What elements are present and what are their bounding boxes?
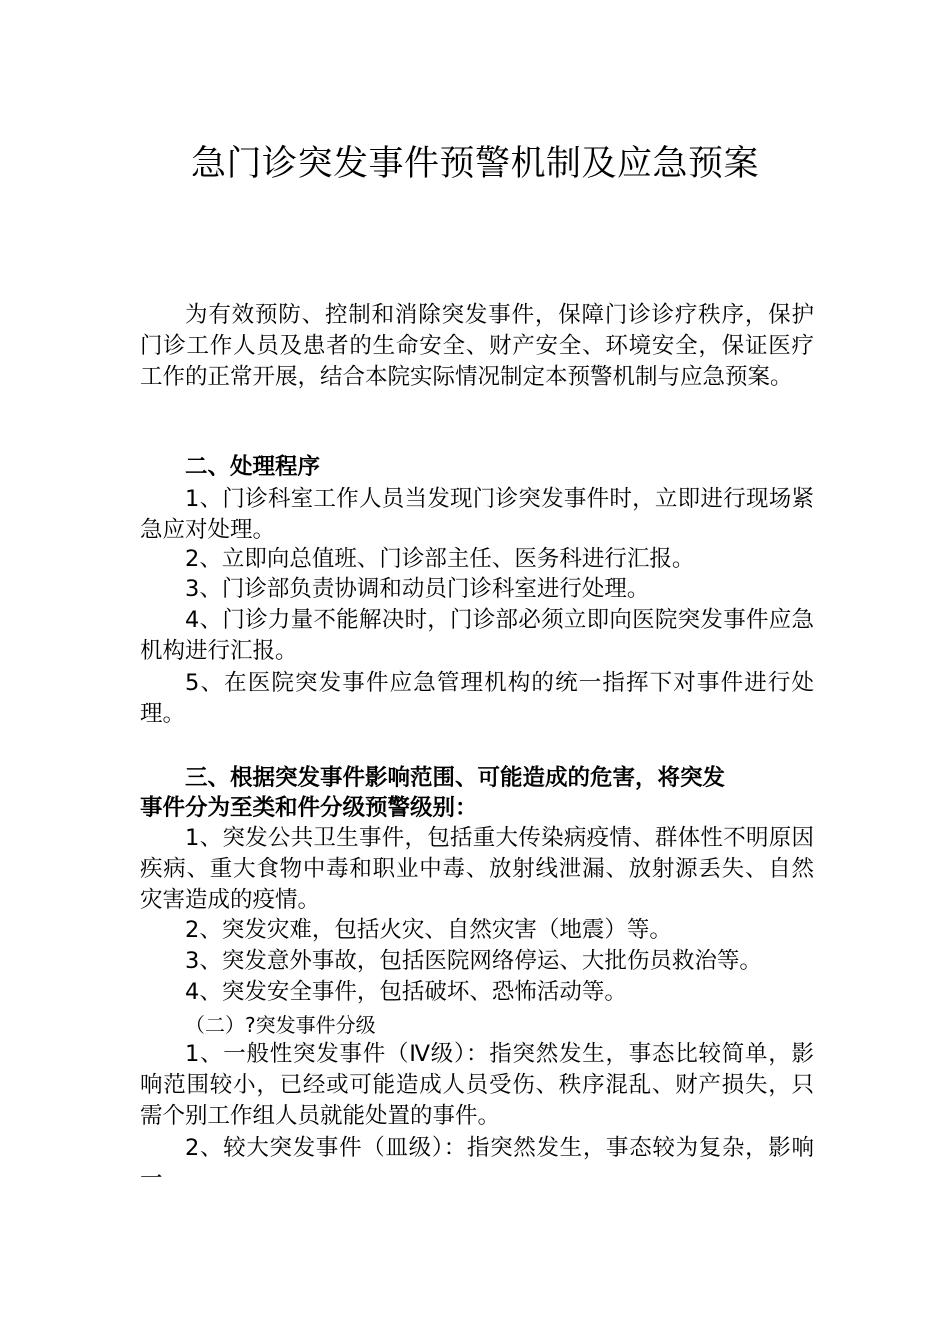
grade-level-4: 1、一般性突发事件（Ⅳ级）：指突然发生，事态比较简单，影响范围较小，已经或可能造成人员受伤、秩序混乱、财产损失，只需个别工作组人员就能处置的事件。: [140, 1041, 814, 1129]
event-type-4: 4、突发安全事件，包括破坏、恐怖活动等。: [185, 979, 627, 1005]
event-type-2: 2、突发灾难，包括火灾、自然灾害（地震）等。: [185, 917, 672, 943]
event-type-3: 3、突发意外事故，包括医院网络停运、大批伤员救治等。: [185, 948, 762, 974]
grade-level-3: 2、较大突发事件（皿级）：指突然发生，事态较为复杂，影响一: [140, 1135, 814, 1192]
processing-step-5: 5、在医院突发事件应急管理机构的统一指挥下对事件进行处理。: [140, 670, 814, 727]
document-title: 急门诊突发事件预警机制及应急预案: [190, 144, 759, 184]
sub-heading-grading: （二）?突发事件分级: [185, 1013, 376, 1037]
processing-step-1: 1、门诊科室工作人员当发现门诊突发事件时，立即进行现场紧急应对处理。: [140, 486, 814, 543]
event-type-1: 1、突发公共卫生事件，包括重大传染病疫情、群体性不明原因疾病、重大食物中毒和职业中毒、放射线泄漏、放射源丢失、自然灾害造成的疫情。: [140, 825, 814, 913]
processing-step-4: 4、门诊力量不能解决时，门诊部必须立即向医院突发事件应急机构进行汇报。: [140, 607, 814, 664]
section-heading-classification-line1: 三、根据突发事件影响范围、可能造成的危害，将突发: [185, 765, 726, 791]
section-heading-processing: 二、处理程序: [185, 454, 321, 480]
processing-step-2: 2、立即向总值班、门诊部主任、医务科进行汇报。: [185, 546, 695, 572]
section-heading-classification-line2: 事件分为至类和件分级预警级别：: [140, 795, 478, 821]
processing-step-3: 3、门诊部负责协调和动员门诊科室进行处理。: [185, 576, 650, 602]
intro-paragraph: 为有效预防、控制和消除突发事件，保障门诊诊疗秩序，保护门诊工作人员及患者的生命安全、财产安全、环境安全，保证医疗工作的正常开展，结合本院实际情况制定本预警机制与应急预案。: [140, 302, 814, 390]
